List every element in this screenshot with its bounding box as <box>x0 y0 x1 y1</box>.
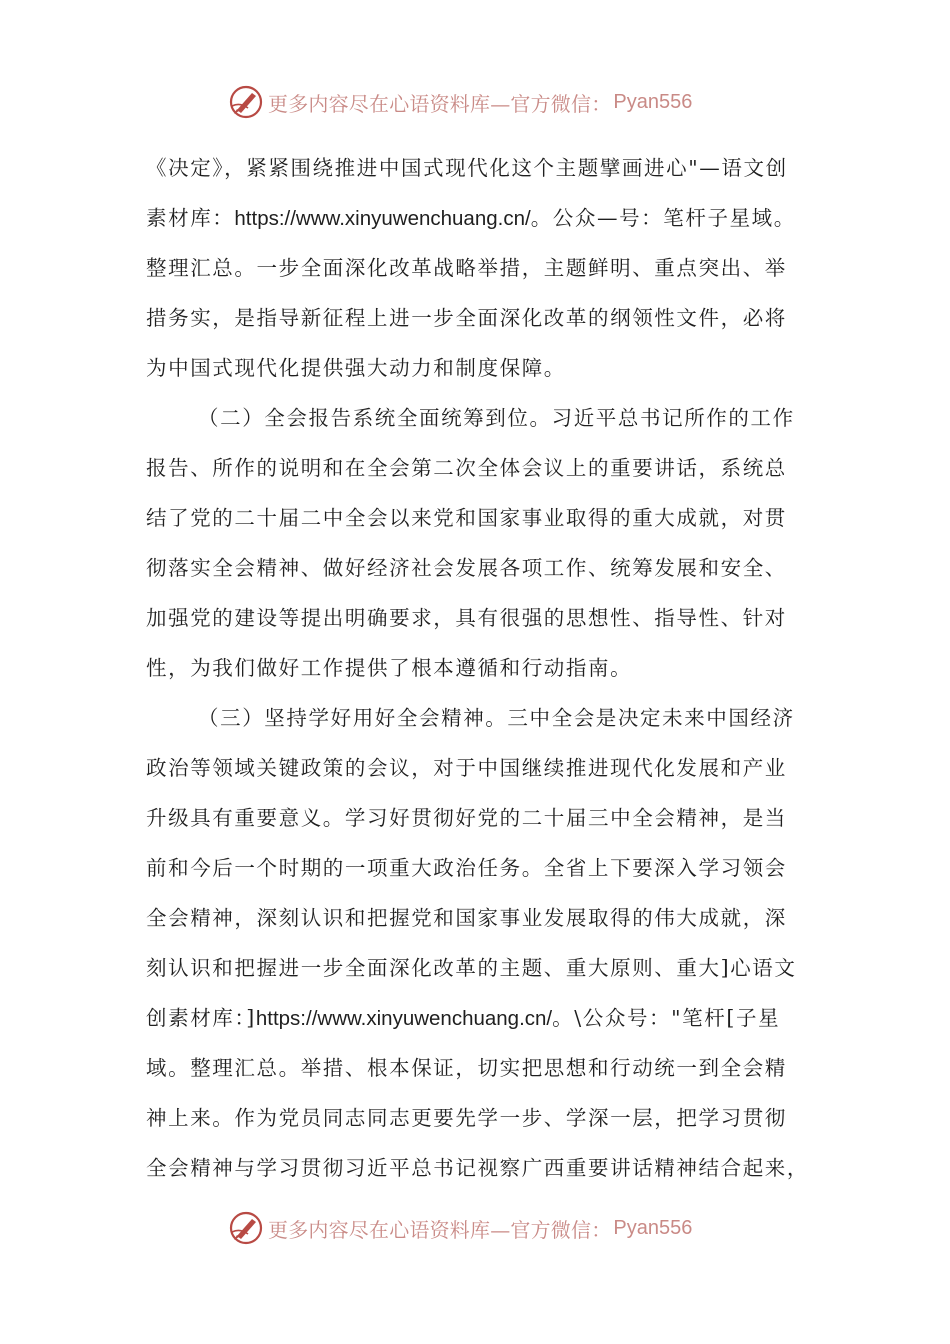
line-text: 全会精神与学习贯彻习近平总书记视察广西重要讲话精神结合起来， <box>146 1156 809 1180</box>
line-text: 创素材库：] <box>146 1006 256 1030</box>
line-text: 政治等领域关键政策的会议，对于中国继续推进现代化发展和产业 <box>146 756 787 780</box>
text-line <box>146 493 816 543</box>
text-line <box>146 393 816 443</box>
wechat-id: Pyan556 <box>613 1216 693 1239</box>
text-line <box>146 543 816 593</box>
url-text: https://www.xinyuwenchuang.cn/ <box>234 207 531 230</box>
pen-logo-icon <box>228 1210 264 1246</box>
url-text: https://www.xinyuwenchuang.cn/ <box>255 1007 553 1030</box>
footer-banner <box>228 1208 692 1248</box>
wechat-id: Pyan556 <box>613 90 693 113</box>
line-text: 为中国式现代化提供强大动力和制度保障。 <box>146 356 566 380</box>
text-line <box>146 843 816 893</box>
text-line <box>146 793 816 843</box>
text-line <box>146 343 816 393</box>
line-text: 全会精神，深刻认识和把握党和国家事业发展取得的伟大成就，深 <box>146 906 787 930</box>
text-line <box>146 693 816 743</box>
text-line <box>146 943 816 993</box>
text-line <box>146 1143 816 1193</box>
text-line <box>146 1043 816 1093</box>
text-line <box>146 293 816 343</box>
text-line <box>146 743 816 793</box>
header-banner <box>228 82 692 122</box>
line-text: 升级具有重要意义。学习好贯彻好党的二十届三中全会精神，是当 <box>146 806 787 830</box>
line-text: 。公众—号：笔杆子星域。 <box>530 206 796 230</box>
text-line <box>146 593 816 643</box>
text-line <box>146 643 816 693</box>
line-text: 域。整理汇总。举措、根本保证，切实把思想和行动统一到全会精 <box>146 1056 787 1080</box>
line-text: 结了党的二十届二中全会以来党和国家事业取得的重大成就，对贯 <box>146 506 787 530</box>
text-line <box>146 1093 816 1143</box>
line-text: （三）坚持学好用好全会精神。三中全会是决定未来中国经济 <box>198 706 795 730</box>
text-line <box>146 193 816 243</box>
line-text: （二）全会报告系统全面统筹到位。习近平总书记所作的工作 <box>198 406 795 430</box>
banner-text: 更多内容尽在心语资料库—官方微信： <box>268 1217 612 1242</box>
line-text: 措务实，是指导新征程上进一步全面深化改革的纲领性文件，必将 <box>146 306 787 330</box>
line-text: 。\公众号："笔杆[子星 <box>552 1006 781 1030</box>
document-body <box>146 143 816 1193</box>
text-line <box>146 143 816 193</box>
pen-logo-icon <box>228 84 264 120</box>
line-text: 刻认识和把握进一步全面深化改革的主题、重大原则、重大]心语文 <box>146 956 797 980</box>
text-line <box>146 443 816 493</box>
text-line <box>146 243 816 293</box>
text-line <box>146 993 816 1043</box>
line-text: 报告、所作的说明和在全会第二次全体会议上的重要讲话，系统总 <box>146 456 787 480</box>
line-text: 素材库： <box>146 206 235 230</box>
line-text: 加强党的建设等提出明确要求，具有很强的思想性、指导性、针对 <box>146 606 787 630</box>
line-text: 神上来。作为党员同志同志更要先学一步、学深一层，把学习贯彻 <box>146 1106 787 1130</box>
line-text: 彻落实全会精神、做好经济社会发展各项工作、统筹发展和安全、 <box>146 556 787 580</box>
line-text: 性，为我们做好工作提供了根本遵循和行动指南。 <box>146 656 633 680</box>
line-text: 《决定》，紧紧围绕推进中国式现代化这个主题擘画进心"—语文创 <box>146 156 788 180</box>
line-text: 整理汇总。一步全面深化改革战略举措，主题鲜明、重点突出、举 <box>146 256 787 280</box>
text-line <box>146 893 816 943</box>
line-text: 前和今后一个时期的一项重大政治任务。全省上下要深入学习领会 <box>146 856 787 880</box>
banner-text: 更多内容尽在心语资料库—官方微信： <box>268 91 612 116</box>
